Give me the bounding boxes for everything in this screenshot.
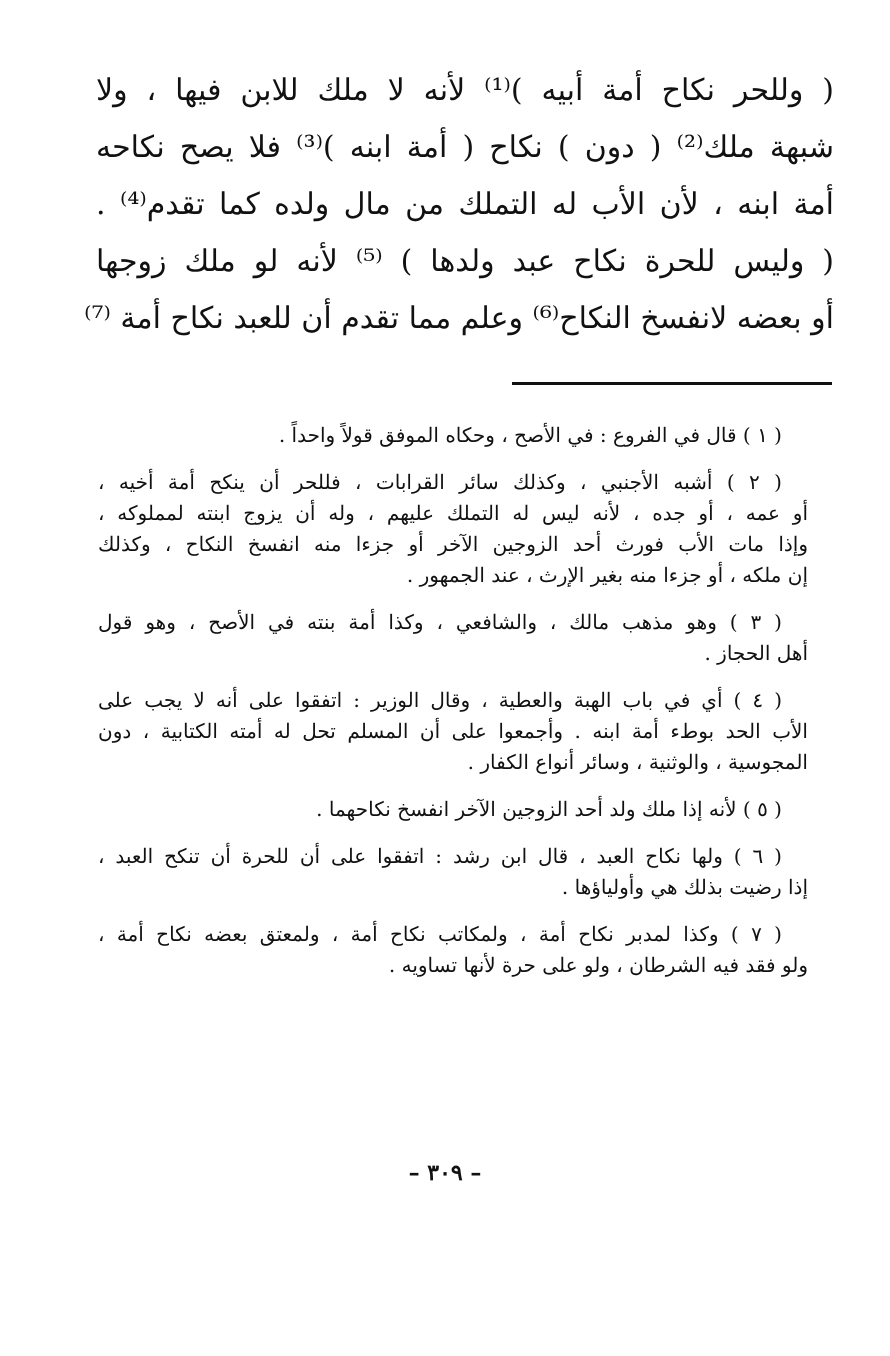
- footnote-4: [98, 685, 808, 778]
- footnote-3: [98, 607, 808, 669]
- footnote-line: ( ٥ ) لأنه إذا ملك ولد أحد الزوجين الآخر انفسخ نكاحهما .: [316, 797, 782, 821]
- footnote-2: [98, 467, 808, 591]
- main-text-line: ( وللحر نكاح أمة أبيه )⁽¹⁾ لأنه لا ملك للابن فيها ، ولا: [96, 73, 834, 108]
- main-text-block: [84, 62, 835, 347]
- footnote-5: [98, 794, 808, 825]
- footnote-line: وإذا مات الأب فورث أحد الزوجين الآخر أو جزءا منه انفسخ النكاح ، وكذلك: [98, 532, 808, 556]
- main-text-line: ( وليس للحرة نكاح عبد ولدها ) ⁽⁵⁾ لأنه لو ملك زوجها: [96, 244, 835, 279]
- footnote-line: المجوسية ، والوثنية ، وسائر أنواع الكفار .: [467, 750, 808, 774]
- main-text-line: أو بعضه لانفسخ النكاح⁽⁶⁾ وعلم مما تقدم أن للعبد نكاح أمة ⁽⁷⁾: [84, 301, 834, 336]
- footnote-line: ( ٧ ) وكذا لمدبر نكاح أمة ، ولمكاتب نكاح أمة ، ولمعتق بعضه نكاح أمة ،: [98, 922, 782, 946]
- footnote-6: [98, 841, 808, 903]
- footnotes-block: [98, 420, 808, 997]
- footnote-line: ( ١ ) قال في الفروع : في الأصح ، وحكاه الموفق قولاً واحداً .: [278, 423, 782, 447]
- footnote-line: أهل الحجاز .: [704, 641, 808, 665]
- footnote-line: الأب الحد بوطء أمة ابنه . وأجمعوا على أن المسلم تحل له أمته الكتابية ، دون: [98, 719, 808, 743]
- footnote-line: ( ٦ ) ولها نكاح العبد ، قال ابن رشد : اتفقوا على أن للحرة أن تنكح العبد ،: [98, 844, 782, 868]
- footnote-line: ولو فقد فيه الشرطان ، ولو على حرة لأنها تساويه .: [388, 953, 808, 977]
- footnote-line: ( ٢ ) أشبه الأجنبي ، وكذلك سائر القرابات ، فللحر أن ينكح أمة أخيه ،: [98, 470, 782, 494]
- footnote-line: إن ملكه ، أو جزءا منه بغير الإرث ، عند الجمهور .: [406, 563, 808, 587]
- footnote-line: إذا رضيت بذلك هي وأولياؤها .: [561, 875, 808, 899]
- footnote-line: ( ٣ ) وهو مذهب مالك ، والشافعي ، وكذا أمة بنته في الأصح ، وهو قول: [98, 610, 782, 634]
- footnote-line: ( ٤ ) أي في باب الهبة والعطية ، وقال الوزير : اتفقوا على أنه لا يجب على: [98, 688, 782, 712]
- footnote-divider: [512, 382, 832, 385]
- page-number: – ٣٠٩ –: [408, 1160, 482, 1186]
- main-text-line: أمة ابنه ، لأن الأب له التملك من مال ولده كما تقدم⁽⁴⁾ .: [96, 187, 834, 222]
- footnote-line: أو عمه ، أو جده ، لأنه ليس له التملك عليهم ، وله أن يزوج ابنته لمملوكه ،: [98, 501, 808, 525]
- footnote-1: [98, 420, 808, 451]
- footnote-7: [98, 919, 808, 981]
- main-text-line: شبهة ملك⁽²⁾ ( دون ) نكاح ( أمة ابنه )⁽³⁾ فلا يصح نكاحه: [96, 130, 834, 165]
